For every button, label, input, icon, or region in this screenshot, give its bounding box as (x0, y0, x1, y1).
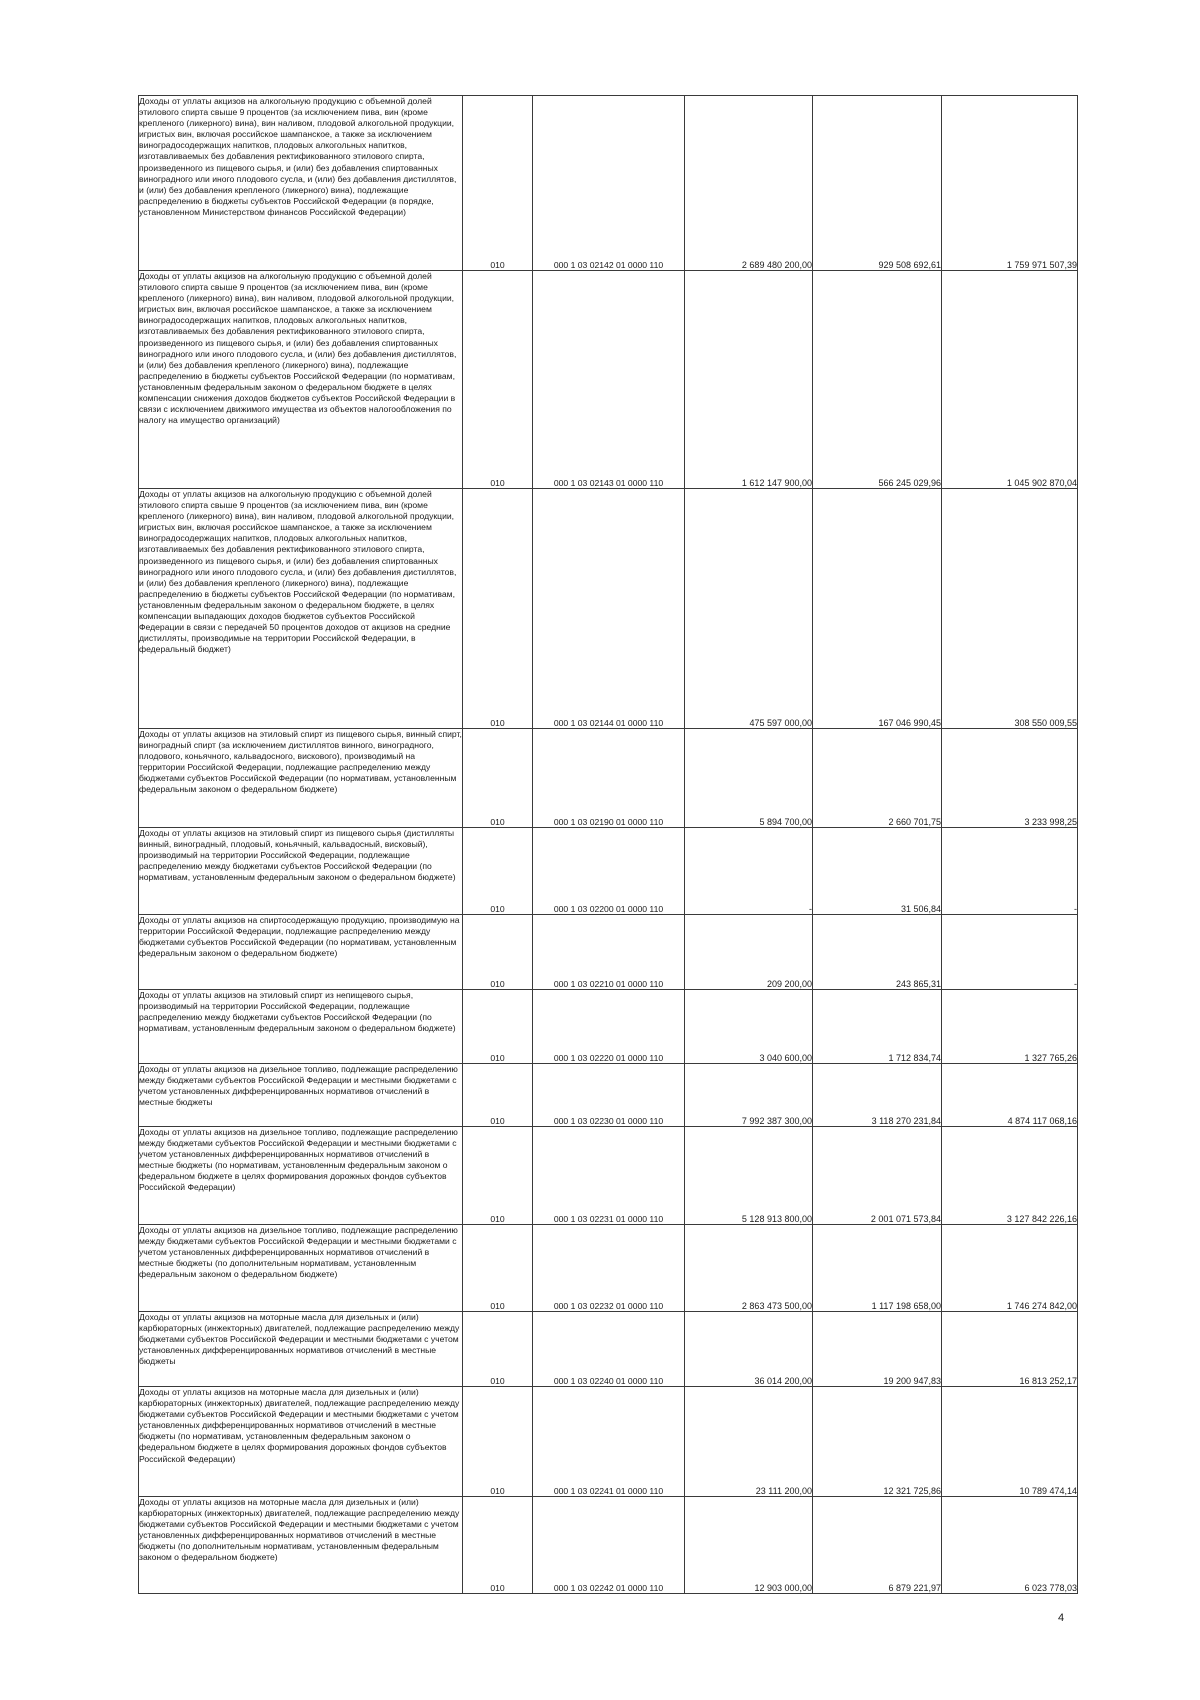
income-name-cell: Доходы от уплаты акцизов на спиртосодержащую продукцию, производимую на территории Российской Федерации, подлежащие распределению между бюджетами субъектов Российской Федерации (по нормативам, установленным федеральным законом о федеральном бюджете) (139, 915, 463, 990)
line-code-cell: 010 (463, 1225, 533, 1312)
budget-code-cell: 000 1 03 02232 01 0000 110 (533, 1225, 685, 1312)
unexecuted-amount-cell: 1 327 765,26 (942, 990, 1078, 1064)
executed-amount-cell: 1 712 834,74 (813, 990, 942, 1064)
table-row (139, 1312, 1078, 1387)
line-code-cell: 010 (463, 1064, 533, 1127)
income-name-cell: Доходы от уплаты акцизов на алкогольную продукцию с объемной долей этилового спирта свыше 9 процентов (за исключением пива, вин (кроме крепленого (ликерного) вина), вин наливом, плодовой алкогольной продукции, игристых вин, включая российское шампанское, а также за исключением виноградосодержащих напитков, плодовых алкогольных напитков, изготавливаемых без добавления ректификованного этилового спирта, произведенного из пищевого сырья, и (или) без добавления спиртованных виноградного или иного плодового сусла, и (или) без добавления дистиллятов, и (или) без добавления крепленого (ликерного) вина), подлежащие распределению в бюджеты субъектов Российской Федерации (по нормативам, установленным федеральным законом о федеральном бюджете в целях компенсации снижения доходов бюджетов субъектов Российской Федерации в связи с исключением движимого имущества из объектов налогообложения по налогу на имущество организаций) (139, 271, 463, 489)
approved-amount-cell: 5 894 700,00 (685, 729, 813, 828)
executed-amount-cell: 2 660 701,75 (813, 729, 942, 828)
unexecuted-amount-cell: 3 127 842 226,16 (942, 1127, 1078, 1225)
line-code-cell: 010 (463, 271, 533, 489)
approved-amount-cell: 2 689 480 200,00 (685, 96, 813, 271)
line-code-cell: 010 (463, 828, 533, 915)
income-name-cell: Доходы от уплаты акцизов на этиловый спирт из пищевого сырья, винный спирт, виноградный спирт (за исключением дистиллятов винного, виноградного, плодового, коньячного, кальвадосного, вискового), производимый на территории Российской Федерации, подлежащие распределению между бюджетами субъектов Российской Федерации (по нормативам, установленным федеральным законом о федеральном бюджете) (139, 729, 463, 828)
unexecuted-amount-cell: 308 550 009,55 (942, 489, 1078, 729)
executed-amount-cell: 19 200 947,83 (813, 1312, 942, 1387)
executed-amount-cell: 12 321 725,86 (813, 1387, 942, 1497)
income-name-cell: Доходы от уплаты акцизов на моторные масла для дизельных и (или) карбюраторных (инжекторных) двигателей, подлежащие распределению между бюджетами субъектов Российской Федерации и местными бюджетами с учетом установленных дифференцированных нормативов отчислений в местные бюджеты (по дополнительным нормативам, установленным федеральным законом о федеральном бюджете) (139, 1497, 463, 1594)
line-code-cell: 010 (463, 1387, 533, 1497)
line-code-cell: 010 (463, 489, 533, 729)
unexecuted-amount-cell: 6 023 778,03 (942, 1497, 1078, 1594)
approved-amount-cell: 5 128 913 800,00 (685, 1127, 813, 1225)
table-row (139, 1497, 1078, 1594)
revenue-table (138, 95, 1078, 1594)
approved-amount-cell: 7 992 387 300,00 (685, 1064, 813, 1127)
page-number: 4 (1058, 1612, 1065, 1624)
unexecuted-amount-cell: 4 874 117 068,16 (942, 1064, 1078, 1127)
executed-amount-cell: 566 245 029,96 (813, 271, 942, 489)
executed-amount-cell: 6 879 221,97 (813, 1497, 942, 1594)
budget-code-cell: 000 1 03 02143 01 0000 110 (533, 271, 685, 489)
table-row (139, 489, 1078, 729)
line-code-cell: 010 (463, 1312, 533, 1387)
budget-code-cell: 000 1 03 02144 01 0000 110 (533, 489, 685, 729)
executed-amount-cell: 31 506,84 (813, 828, 942, 915)
income-name-cell: Доходы от уплаты акцизов на дизельное топливо, подлежащие распределению между бюджетами субъектов Российской Федерации и местными бюджетами с учетом установленных дифференцированных нормативов отчислений в местные бюджеты (по нормативам, установленным федеральным законом о федеральном бюджете в целях формирования дорожных фондов субъектов Российской Федерации) (139, 1127, 463, 1225)
line-code-cell: 010 (463, 1127, 533, 1225)
budget-code-cell: 000 1 03 02200 01 0000 110 (533, 828, 685, 915)
unexecuted-amount-cell: 1 746 274 842,00 (942, 1225, 1078, 1312)
revenue-table-body (139, 96, 1078, 1594)
budget-code-cell: 000 1 03 02242 01 0000 110 (533, 1497, 685, 1594)
unexecuted-amount-cell: 1 045 902 870,04 (942, 271, 1078, 489)
approved-amount-cell: 2 863 473 500,00 (685, 1225, 813, 1312)
line-code-cell: 010 (463, 729, 533, 828)
unexecuted-amount-cell: - (942, 915, 1078, 990)
unexecuted-amount-cell: - (942, 828, 1078, 915)
budget-code-cell: 000 1 03 02241 01 0000 110 (533, 1387, 685, 1497)
income-name-cell: Доходы от уплаты акцизов на алкогольную продукцию с объемной долей этилового спирта свыше 9 процентов (за исключением пива, вин (кроме крепленого (ликерного) вина), вин наливом, плодовой алкогольной продукции, игристых вин, включая российское шампанское, а также за исключением виноградосодержащих напитков, плодовых алкогольных напитков, изготавливаемых без добавления ректификованного этилового спирта, произведенного из пищевого сырья, и (или) без добавления спиртованных виноградного или иного плодового сусла, и (или) без добавления дистиллятов, и (или) без добавления крепленого (ликерного) вина), подлежащие распределению в бюджеты субъектов Российской Федерации (в порядке, установленном Министерством финансов Российской Федерации) (139, 96, 463, 271)
executed-amount-cell: 2 001 071 573,84 (813, 1127, 942, 1225)
approved-amount-cell: 12 903 000,00 (685, 1497, 813, 1594)
budget-code-cell: 000 1 03 02210 01 0000 110 (533, 915, 685, 990)
line-code-cell: 010 (463, 915, 533, 990)
line-code-cell: 010 (463, 990, 533, 1064)
unexecuted-amount-cell: 1 759 971 507,39 (942, 96, 1078, 271)
income-name-cell: Доходы от уплаты акцизов на алкогольную продукцию с объемной долей этилового спирта свыше 9 процентов (за исключением пива, вин (кроме крепленого (ликерного) вина), вин наливом, плодовой алкогольной продукции, игристых вин, включая российское шампанское, а также за исключением виноградосодержащих напитков, плодовых алкогольных напитков, изготавливаемых без добавления ректификованного этилового спирта, произведенного из пищевого сырья, и (или) без добавления спиртованных виноградного или иного плодового сусла, и (или) без добавления дистиллятов, и (или) без добавления крепленого (ликерного) вина), подлежащие распределению в бюджеты субъектов Российской Федерации (по нормативам, установленным федеральным законом о федеральном бюджете, в целях компенсации выпадающих доходов бюджетов субъектов Российской Федерации в связи с передачей 50 процентов доходов от акцизов на средние дистилляты, производимые на территории Российской Федерации, в федеральный бюджет) (139, 489, 463, 729)
budget-code-cell: 000 1 03 02230 01 0000 110 (533, 1064, 685, 1127)
approved-amount-cell: 475 597 000,00 (685, 489, 813, 729)
approved-amount-cell: 209 200,00 (685, 915, 813, 990)
line-code-cell: 010 (463, 96, 533, 271)
table-row (139, 1387, 1078, 1497)
table-row (139, 1064, 1078, 1127)
approved-amount-cell: 3 040 600,00 (685, 990, 813, 1064)
budget-code-cell: 000 1 03 02240 01 0000 110 (533, 1312, 685, 1387)
approved-amount-cell: 23 111 200,00 (685, 1387, 813, 1497)
unexecuted-amount-cell: 3 233 998,25 (942, 729, 1078, 828)
approved-amount-cell: - (685, 828, 813, 915)
budget-code-cell: 000 1 03 02231 01 0000 110 (533, 1127, 685, 1225)
executed-amount-cell: 1 117 198 658,00 (813, 1225, 942, 1312)
table-row (139, 915, 1078, 990)
table-row (139, 96, 1078, 271)
unexecuted-amount-cell: 10 789 474,14 (942, 1387, 1078, 1497)
table-row (139, 1127, 1078, 1225)
approved-amount-cell: 36 014 200,00 (685, 1312, 813, 1387)
approved-amount-cell: 1 612 147 900,00 (685, 271, 813, 489)
income-name-cell: Доходы от уплаты акцизов на этиловый спирт из непищевого сырья, производимый на территории Российской Федерации, подлежащие распределению между бюджетами субъектов Российской Федерации (по нормативам, установленным федеральным законом о федеральном бюджете) (139, 990, 463, 1064)
budget-code-cell: 000 1 03 02142 01 0000 110 (533, 96, 685, 271)
table-row (139, 271, 1078, 489)
table-row (139, 1225, 1078, 1312)
budget-code-cell: 000 1 03 02190 01 0000 110 (533, 729, 685, 828)
unexecuted-amount-cell: 16 813 252,17 (942, 1312, 1078, 1387)
income-name-cell: Доходы от уплаты акцизов на моторные масла для дизельных и (или) карбюраторных (инжекторных) двигателей, подлежащие распределению между бюджетами субъектов Российской Федерации и местными бюджетами с учетом установленных дифференцированных нормативов отчислений в местные бюджеты (139, 1312, 463, 1387)
executed-amount-cell: 167 046 990,45 (813, 489, 942, 729)
table-row (139, 828, 1078, 915)
budget-code-cell: 000 1 03 02220 01 0000 110 (533, 990, 685, 1064)
line-code-cell: 010 (463, 1497, 533, 1594)
executed-amount-cell: 3 118 270 231,84 (813, 1064, 942, 1127)
income-name-cell: Доходы от уплаты акцизов на дизельное топливо, подлежащие распределению между бюджетами субъектов Российской Федерации и местными бюджетами с учетом установленных дифференцированных нормативов отчислений в местные бюджеты (139, 1064, 463, 1127)
table-row (139, 990, 1078, 1064)
table-row (139, 729, 1078, 828)
income-name-cell: Доходы от уплаты акцизов на моторные масла для дизельных и (или) карбюраторных (инжекторных) двигателей, подлежащие распределению между бюджетами субъектов Российской Федерации и местными бюджетами с учетом установленных дифференцированных нормативов отчислений в местные бюджеты (по нормативам, установленным федеральным законом о федеральном бюджете в целях формирования дорожных фондов субъектов Российской Федерации) (139, 1387, 463, 1497)
income-name-cell: Доходы от уплаты акцизов на дизельное топливо, подлежащие распределению между бюджетами субъектов Российской Федерации и местными бюджетами с учетом установленных дифференцированных нормативов отчислений в местные бюджеты (по дополнительным нормативам, установленным федеральным законом о федеральном бюджете) (139, 1225, 463, 1312)
executed-amount-cell: 929 508 692,61 (813, 96, 942, 271)
income-name-cell: Доходы от уплаты акцизов на этиловый спирт из пищевого сырья (дистилляты винный, виноградный, плодовый, коньячный, кальвадосный, висковый), производимый на территории Российской Федерации, подлежащие распределению между бюджетами субъектов Российской Федерации (по нормативам, установленным федеральным законом о федеральном бюджете) (139, 828, 463, 915)
executed-amount-cell: 243 865,31 (813, 915, 942, 990)
